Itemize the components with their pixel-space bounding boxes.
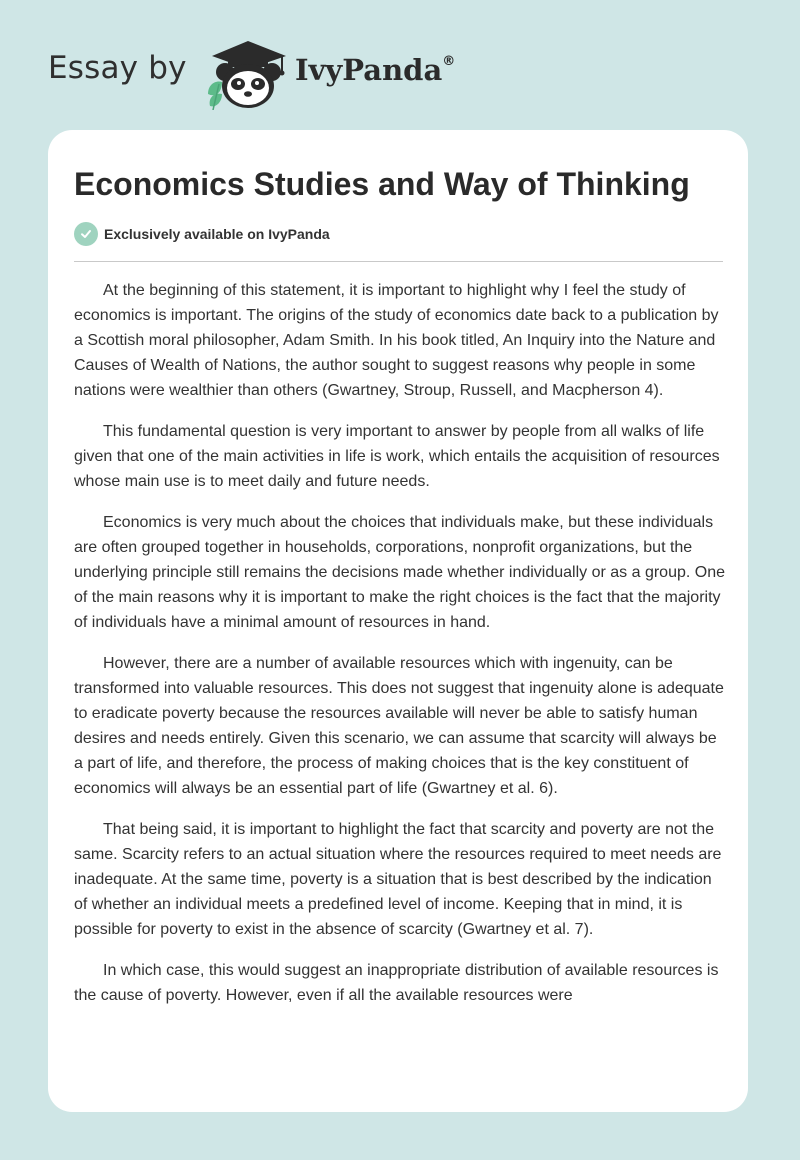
site-header — [48, 36, 508, 110]
paragraph: However, there are a number of available resources which with ingenuity, can be transformed into valuable resources. This does not suggest that ingenuity alone is adequate to eradicate poverty because the resources available will never be able to satisfy human desires and needs entirely. Given this scenario, we can assume that scarcity will always be a part of life, and therefore, the process of making choices that is the key constituent of economics will always be an essential part of life (Gwartney et al. 6). — [74, 655, 724, 797]
paragraph: That being said, it is important to highlight the fact that scarcity and poverty are not the same. Scarcity refers to an actual situation where the resources required to meet needs are inadequate. At the same time, poverty is a situation that is best described by the indication of whether an individual meets a predefined level of income. Keeping that in mind, it is possible for poverty to exist in the absence of scarcity (Gwartney et al. 7). — [74, 821, 722, 938]
divider — [74, 261, 723, 262]
check-icon — [74, 222, 98, 246]
essay-by-label: Essay by — [48, 50, 187, 86]
paragraph: This fundamental question is very important to answer by people from all walks of life given that one of the main activities in life is work, which entails the acquisition of resources whose main use is to meet daily and future needs. — [74, 423, 720, 490]
registered-mark: ® — [442, 54, 456, 69]
exclusive-badge — [74, 222, 330, 246]
paragraph: At the beginning of this statement, it is important to highlight why I feel the study of economics is important. The origins of the study of economics date back to a publication by a Scottish moral philosopher, Adam Smith. In his book titled, An Inquiry into the Nature and Causes of Wealth of Nations, the author sought to suggest reasons why people in some nations were wealthier than others (Gwartney, Stroup, Russell, and Macpherson 4). — [74, 282, 719, 399]
brand-name: IvyPanda® — [295, 53, 456, 87]
essay-body — [74, 278, 726, 1024]
panda-graduate-logo-icon — [202, 36, 298, 110]
essay-card — [48, 130, 748, 1112]
paragraph: In which case, this would suggest an inappropriate distribution of available resources is the cause of poverty. However, even if all the available resources were — [74, 962, 719, 1004]
paragraph: Economics is very much about the choices that individuals make, but these individuals are often grouped together in households, corporations, nonprofit organizations, but the underlying principle still remains the decisions made whether individually or as a group. One of the main reasons why it is important to make the right choices is the fact that the majority of individuals have a minimal amount of resources in hand. — [74, 514, 726, 631]
exclusive-label: Exclusively available on IvyPanda — [104, 226, 330, 242]
page-title: Economics Studies and Way of Thinking — [74, 166, 690, 202]
